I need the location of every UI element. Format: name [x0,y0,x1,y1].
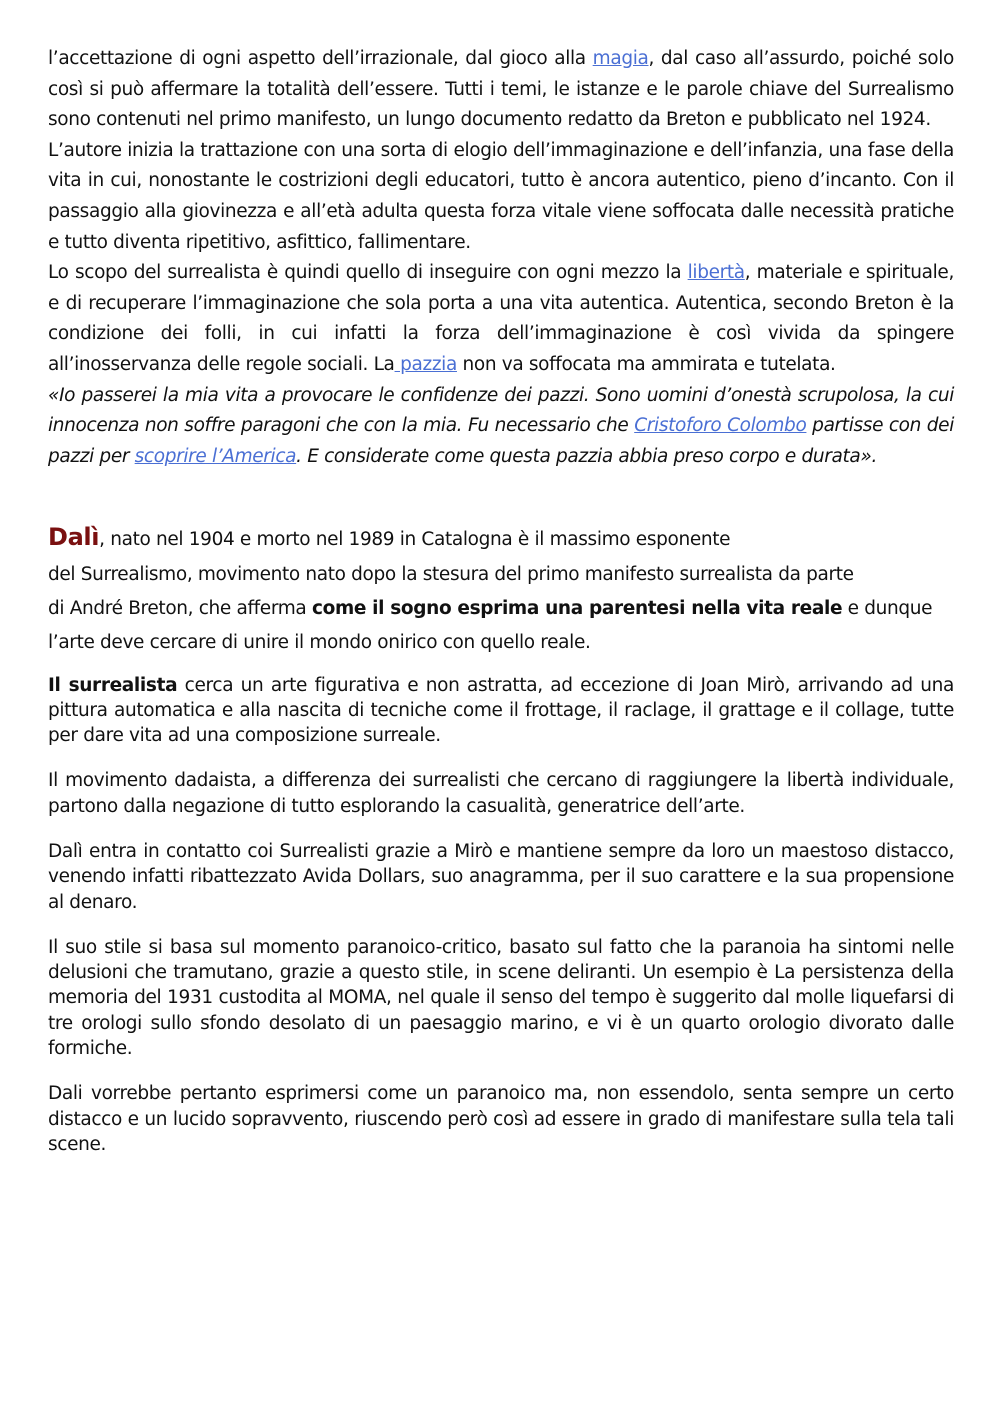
text-span: cerca un arte figurativa e non astratta, ad eccezione di Joan Mirò, arrivando ad una pittura automatica e alla nascita di tecniche come il frottage, il raclage, il grattage e il collage, tutte per dare vita ad una composizione surreale. [48,674,954,747]
paragraph-irrazionale [48,44,954,136]
text-span: «Io passerei la mia vita a provocare le confidenze dei pazzi. Sono uomini d’onestà scrupolosa, la cui innocenza non soffre paragoni che con la mia. Fu necessario che [48,384,954,437]
dali-body [48,673,954,1158]
link-liberta[interactable]: libertà [687,262,745,284]
dali-intro-line: del Surrealismo, movimento nato dopo la stesura del primo manifesto surrealista da parte [48,563,854,585]
bold-phrase: come il sogno esprima una parentesi nella vita reale [311,597,843,619]
text-span: , nato nel 1904 e morto nel 1989 in Catalogna è il massimo esponente [99,529,731,551]
text-span: non va soffocata ma ammirata e tutelata. [456,353,836,375]
paragraph-dadaista: Il movimento dadaista, a differenza dei surrealisti che cercano di raggiungere la libertà individuale, partono dalla negazione di tutto esplorando la casualità, generatrice dell’arte. [48,770,954,817]
dali-intro-line [48,592,954,626]
text-span: l’accettazione di ogni aspetto dell’irrazionale, dal gioco alla [48,48,593,69]
link-magia[interactable]: magia [592,48,649,69]
dali-intro [48,520,954,660]
text-span: , dal caso all’assurdo, poiché solo così si può affermare la totalità dell’essere. Tutti i temi, le istanze e le parole chiave del Surrealismo sono contenuti nel primo manifesto, un lungo documento redatto da Breton e pubblicato nel 1924. [48,48,954,131]
document-page [48,44,954,1157]
paragraph-immaginazione: L’autore inizia la trattazione con una sorta di elogio dell’immaginazione e dell’infanzia, una fase della vita in cui, nonostante le costrizioni degli educatori, tutto è ancora autentico, pieno d’incanto. Con il passaggio alla giovinezza e all’età adulta questa forza vitale viene soffocata dalle necessità pratiche e tutto diventa ripetitivo, asfittico, fallimentare. [48,139,954,253]
bold-phrase: Il surrealista [48,674,178,696]
link-scoprire-america[interactable]: scoprire l’America [134,445,297,467]
text-span: . E considerate come questa pazzia abbia preso corpo e durata». [296,445,877,467]
link-cristoforo-colombo[interactable]: Cristoforo Colombo [634,415,807,437]
paragraph-conclusione: Dali vorrebbe pertanto esprimersi come un paranoico ma, non essendolo, senta sempre un certo distacco e un lucido sopravvento, riuscendo però così ad essere in grado di manifestare sulla tela tali scene. [48,1083,954,1155]
dali-intro-line: l’arte deve cercare di unire il mondo onirico con quello reale. [48,632,591,654]
link-pazzia[interactable]: pazzia [394,353,457,375]
paragraph-paranoico-critico: Il suo stile si basa sul momento paranoico-critico, basato sul fatto che la paranoia ha sintomi nelle delusioni che tramutano, grazie a questo stile, in scene deliranti. Un esempio è La persistenza della memoria del 1931 custodita al MOMA, nel quale il senso del tempo è suggerito dal molle liquefarsi di tre orologi sullo sfondo desolato di un paesaggio marino, e vi è un quarto orologio divorato dalle formiche. [48,936,954,1060]
manifesto-section [48,44,954,472]
text-span: e dunque [842,597,933,619]
text-span: Lo scopo del surrealista è quindi quello di inseguire con ogni mezzo la [48,262,688,284]
dali-heading: Dalì [48,523,100,552]
paragraph-avida-dollars: Dalì entra in contatto coi Surrealisti grazie a Mirò e mantiene sempre da loro un maestoso distacco, venendo infatti ribattezzato Avida Dollars, suo anagramma, per il suo carattere e la sua propensione al denaro. [48,840,954,913]
text-span: di André Breton, che afferma [48,597,312,619]
paragraph-scopo [48,258,954,380]
text-span: , materiale e spirituale, e di recuperare l’immaginazione che sola porta a una vita autentica. Autentica, secondo Breton è la condizione dei folli, in cui infatti la forza dell’immaginazione è così vivida da spingere all’inosservanza delle regole sociali. La [48,262,954,375]
dali-intro-line [48,520,954,557]
breton-quote [48,381,954,473]
text-span: partisse con dei pazzi per [48,415,954,467]
paragraph-surrealista [48,673,954,749]
